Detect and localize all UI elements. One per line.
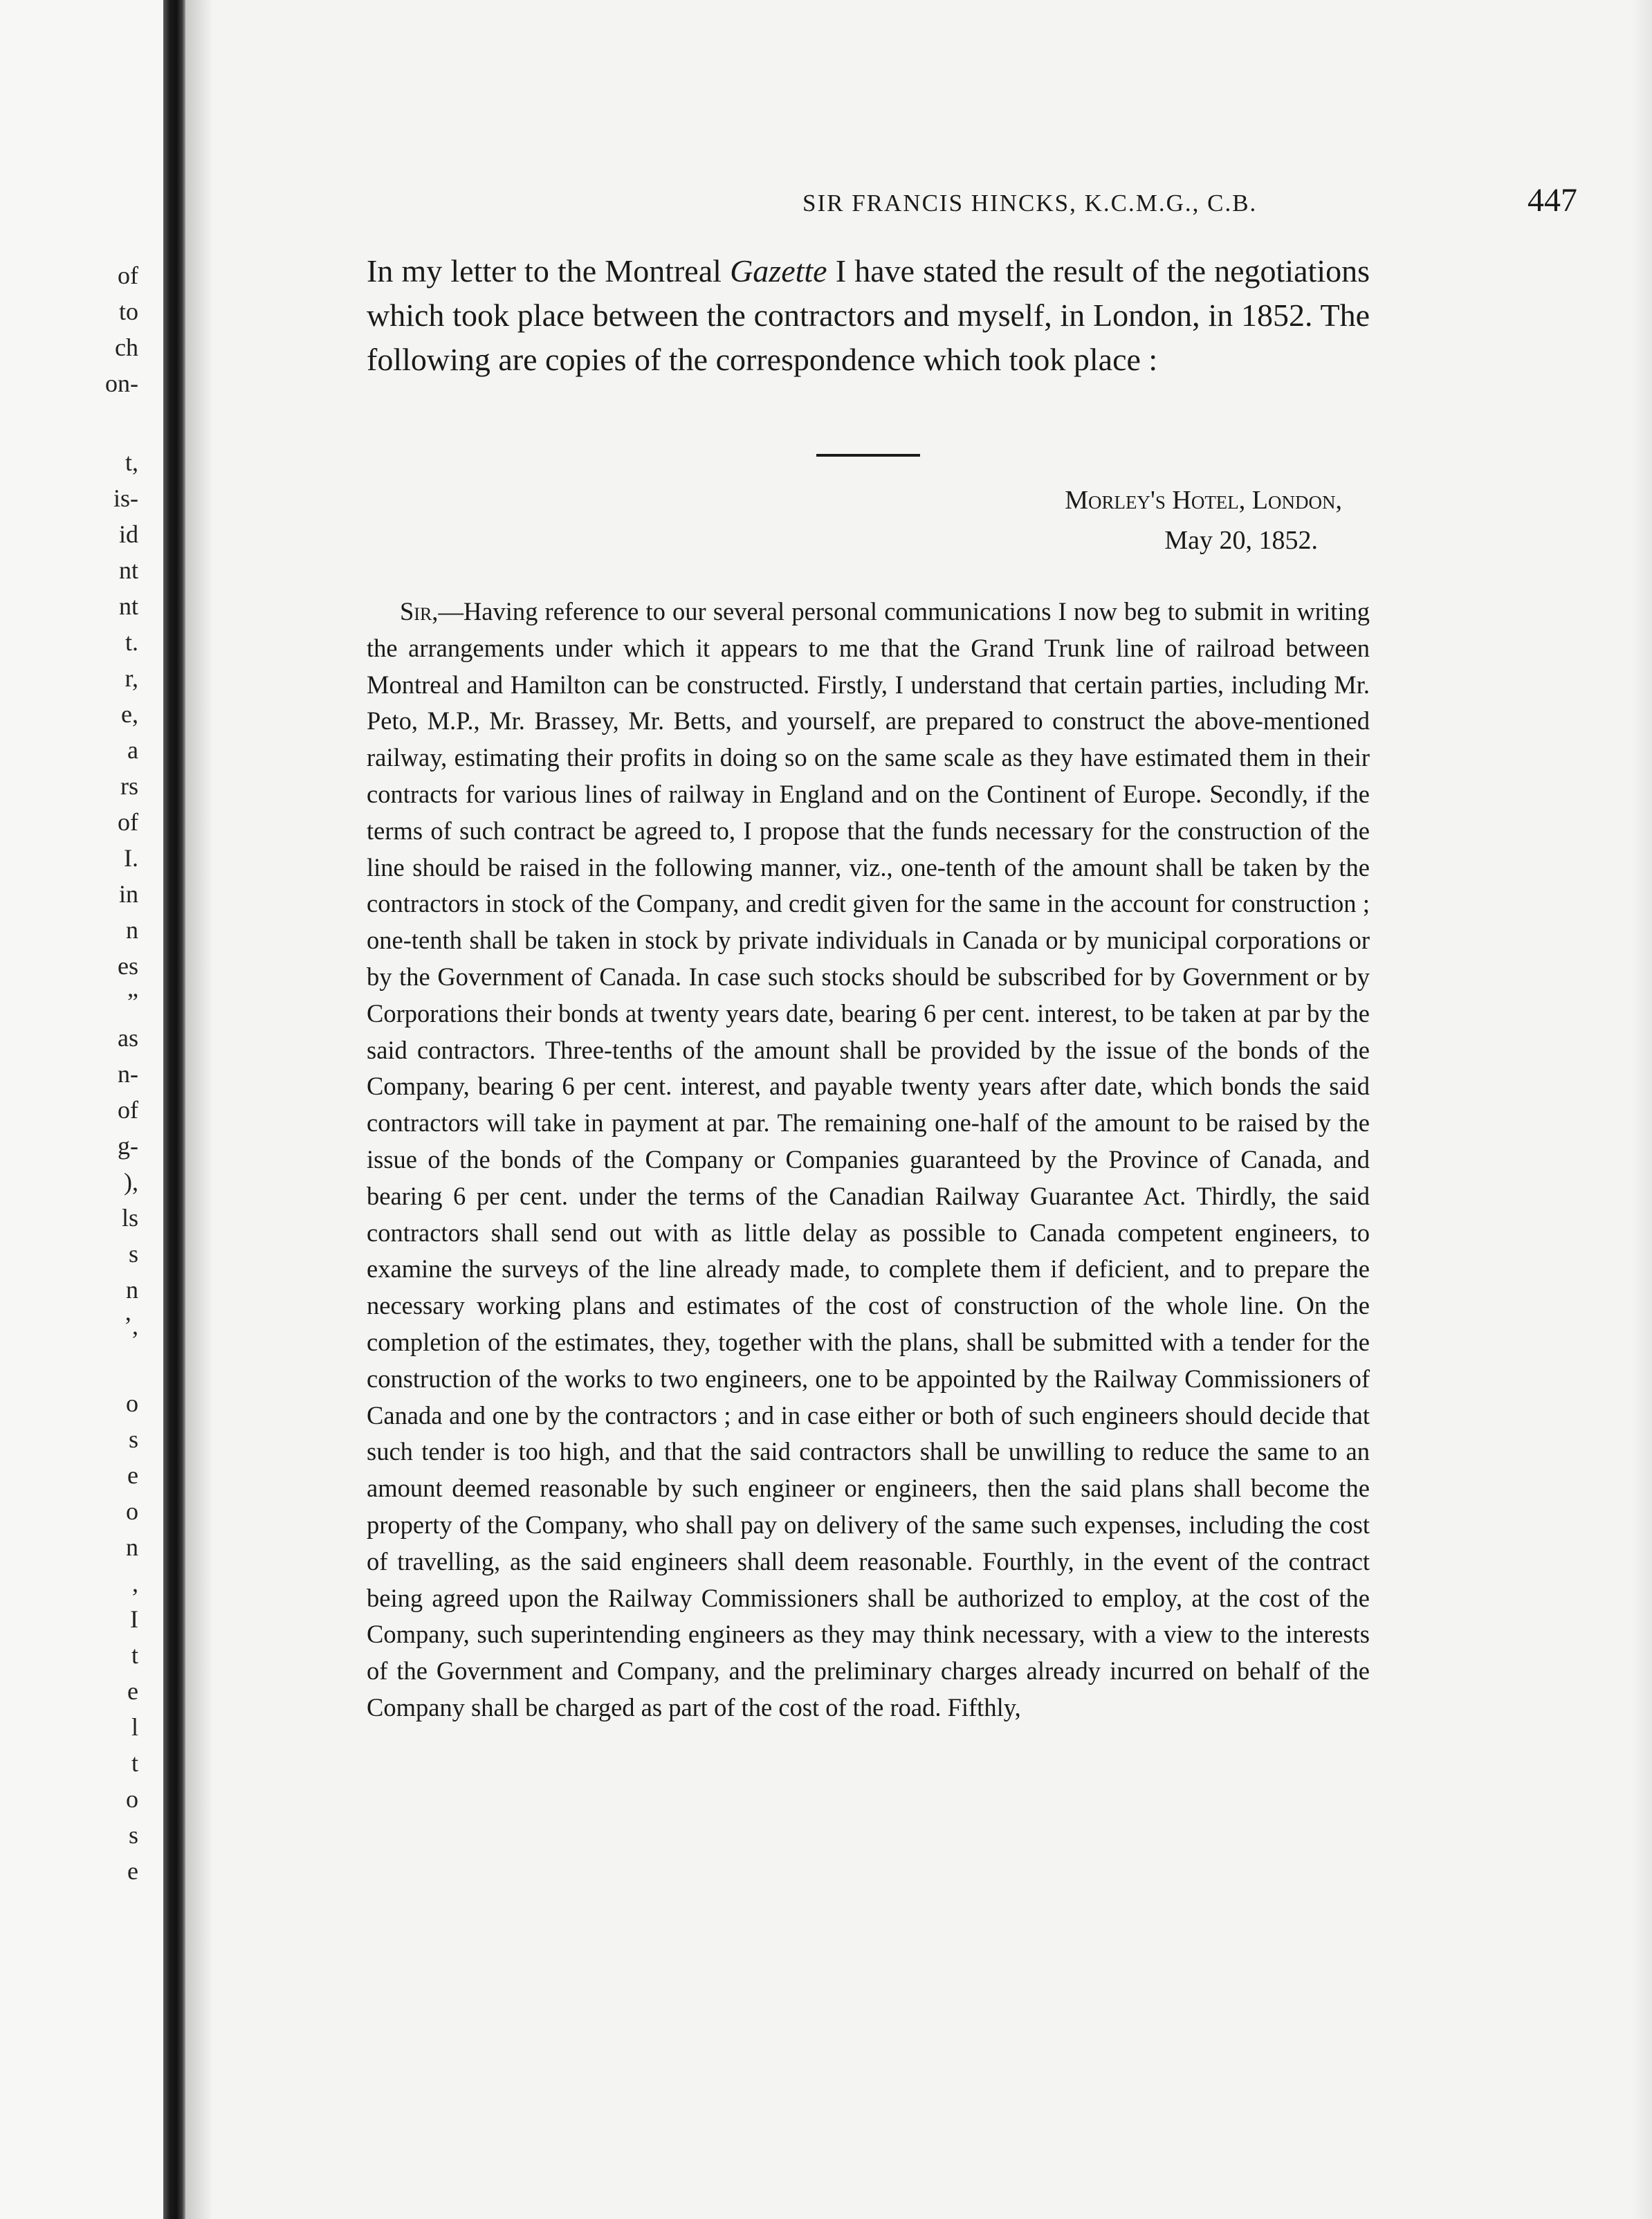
letter-address: Morley's Hotel, London, <box>1065 486 1342 515</box>
left-page-fragment: e <box>127 1857 138 1885</box>
left-page-fragment: is- <box>113 484 138 512</box>
page-number: 447 <box>1527 182 1577 219</box>
left-page-fragment: of <box>118 262 138 289</box>
left-page-fragment: e <box>127 1461 138 1489</box>
letter-heading <box>899 480 1342 560</box>
left-page-fragment: ” <box>127 988 138 1016</box>
left-page-fragment: rs <box>120 772 138 800</box>
left-page-fragment: to <box>118 298 138 325</box>
left-page-fragment: g- <box>118 1132 138 1160</box>
left-page-fragment: s <box>128 1821 138 1849</box>
page-edge <box>1631 0 1652 2219</box>
intro-text-end: I have stated the result of the negotiations which took place between the contractors and myself, in London, in 1852. The following are copies of the correspondence which took place : <box>367 253 1370 377</box>
left-page-fragment: es <box>118 952 138 980</box>
book-gutter <box>163 0 185 2219</box>
left-page-fragment: nt <box>118 556 138 584</box>
letter-date: May 20, 1852. <box>1164 526 1318 555</box>
section-divider <box>816 454 920 457</box>
left-page-fragment: nt <box>118 592 138 620</box>
left-page-fragment: e, <box>121 700 138 728</box>
running-title: SIR FRANCIS HINCKS, K.C.M.G., C.B. <box>802 190 1258 217</box>
left-page-fragment: ch <box>115 334 138 361</box>
left-page-fragment: , <box>132 1569 138 1597</box>
left-page-fragment: s <box>128 1240 138 1268</box>
left-page-fragment: o <box>126 1497 138 1525</box>
left-page-fragment: I. <box>124 844 138 872</box>
running-head <box>595 182 1577 223</box>
letter-body <box>367 594 1370 1726</box>
left-page-fragment: n- <box>118 1060 138 1088</box>
letter-salutation: Sir, <box>400 597 439 625</box>
left-page-fragment: ), <box>124 1168 138 1196</box>
letter-text: —Having reference to our several personal communications I now beg to submit in writing the arrangements under which it appears to me that the Grand Trunk line of railroad between Montreal and Hamilton can be constructed. Firstly, I understand that certain parties, including Mr. Peto, M.P., Mr. Brassey, Mr. Betts, and yourself, are prepared to construct the above-mentioned railway, estimating their profits in doing so on the same scale as they have estimated them in their contracts for various lines of railway in England and on the Continent of Europe. Secondly, if the terms of such contract be agreed to, I propose that the funds necessary for the construction of the line should be raised in the following manner, viz., one-tenth of the amount shall be taken by the contractors in stock of the Company, and credit given for the same in the account for construction ; one-tenth shall be taken in stock by private individuals in Canada or by municipal corporations or by the Government of Canada. In case such stocks should be subscribed for by Government or by Corporations their bonds at twenty years date, bearing 6 per cent. interest, to be taken at par by the said contractors. Three-tenths of the amount shall be provided by the issue of the bonds of the Company, bearing 6 per cent. interest, and payable twenty years after date, which bonds the said contractors will take in payment at par. The remaining one-half of the amount to be raised by the issue of the bonds of the Company or Companies guaranteed by the Province of Canada, and bearing 6 per cent. under the terms of the Canadian Railway Guarantee Act. Thirdly, the said contractors shall send out with as little delay as possible to Canada competent engineers, to examine the surveys of the line already made, to complete them if deficient, and to prepare the necessary working plans and estimates of the cost of construction of the whole line. On the completion of the estimates, they, together with the plans, shall be submitted with a tender for the construction of the works to two engineers, one to be appointed by the Railway Commissioners of Canada and one by the contractors ; and in case either or both of such engineers should decide that such tender is too high, and that the said contractors shall be unwilling to reduce the same to an amount deemed reasonable by such engineer or engineers, then the said plans shall become the property of the Company, who shall pay on delivery of the same such expenses, including the cost of travelling, as the said engineers shall deem reasonable. Fourthly, in the event of the contract being agreed upon the Railway Commissioners shall be authorized to employ, at the cost of the Company, such superintending engineers as they may think necessary, with a view to the interests of the Government and Company, and the preliminary charges already incurred on behalf of the Company shall be charged as part of the cost of the road. Fifthly, <box>367 597 1370 1722</box>
left-page-fragment: a <box>127 736 138 764</box>
left-page-fragment: t <box>131 1749 138 1777</box>
left-page-fragment: of <box>118 808 138 836</box>
left-page-fragment: ls <box>121 1204 138 1232</box>
left-facing-page <box>0 0 166 2219</box>
left-page-fragment: o <box>126 1389 138 1417</box>
left-page-fragment: e <box>127 1677 138 1705</box>
left-page-fragment: in <box>118 880 138 908</box>
left-page-fragment: t, <box>125 448 138 476</box>
left-page-fragment: t. <box>125 628 138 656</box>
newspaper-name: Gazette <box>730 253 827 289</box>
left-page-fragment: n <box>126 1533 138 1561</box>
book-page <box>208 0 1633 2219</box>
left-page-fragment: of <box>118 1096 138 1124</box>
left-page-fragment: o <box>126 1785 138 1813</box>
left-page-fragment: on- <box>105 369 138 397</box>
left-page-fragment: as <box>118 1024 138 1052</box>
intro-text-start: In my letter to the Montreal <box>367 253 731 289</box>
left-page-fragment: r, <box>125 664 138 692</box>
left-page-fragment: I <box>130 1605 138 1633</box>
left-page-fragment: n <box>126 1276 138 1304</box>
left-page-fragment: l <box>131 1713 138 1741</box>
left-page-fragment: t <box>131 1641 138 1669</box>
left-page-fragment: id <box>118 520 138 548</box>
left-page-fragment: s <box>128 1425 138 1453</box>
intro-paragraph <box>367 249 1370 382</box>
left-page-fragment: n <box>126 916 138 944</box>
left-page-fragment: ’, <box>124 1312 138 1340</box>
